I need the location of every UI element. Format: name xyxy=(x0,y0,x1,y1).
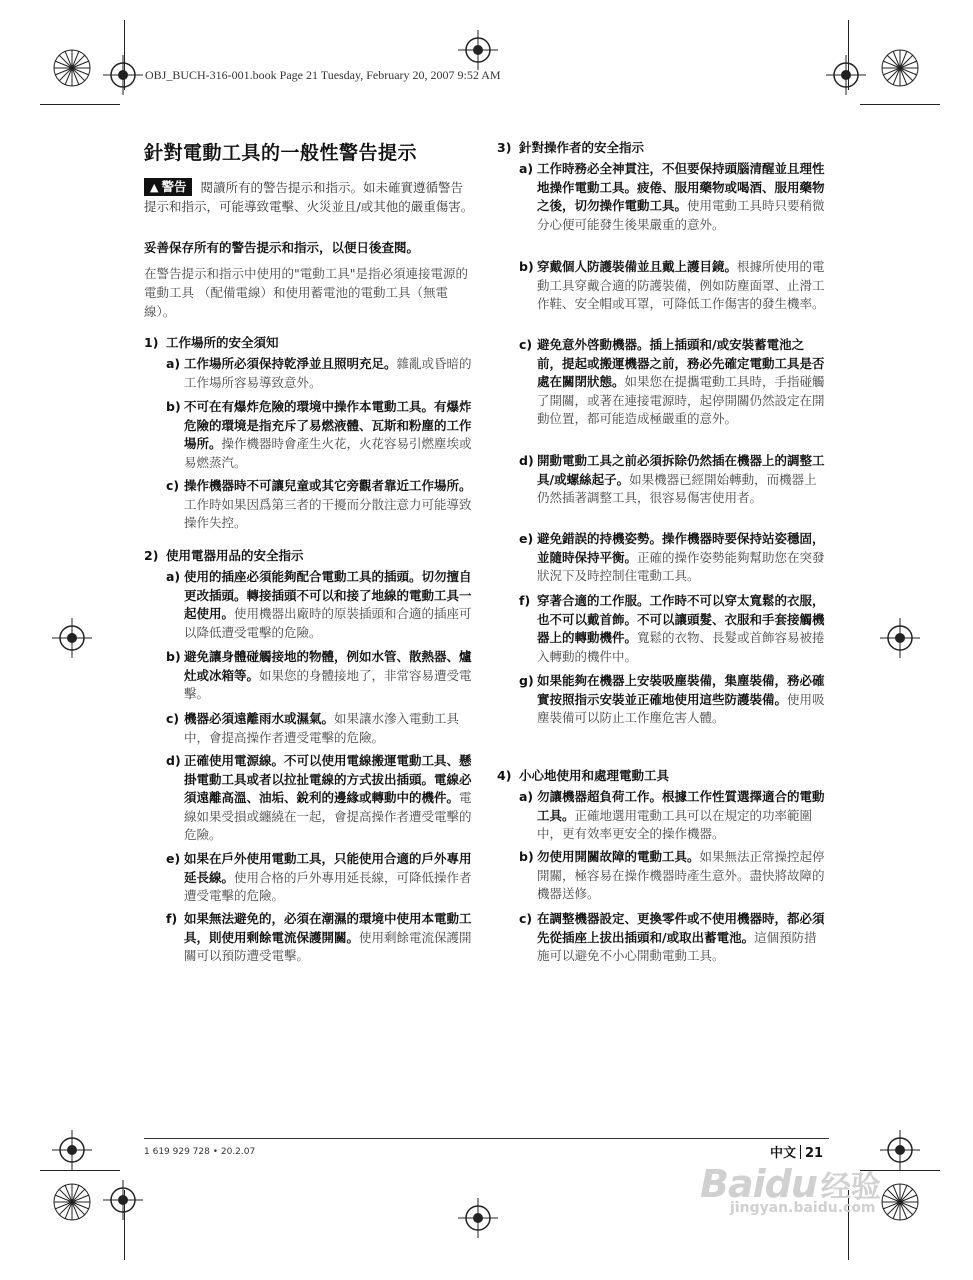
warning-block xyxy=(144,178,474,216)
page-number: 21 xyxy=(805,1146,824,1161)
footer-language: 中文 xyxy=(770,1146,797,1161)
list-item: c) 機器必須遠離雨水或濕氣。如果讓水滲入電動工具中，會提高操作者遭受電擊的危險。 xyxy=(166,711,460,745)
registration-mark-icon xyxy=(826,55,866,95)
list-item: a) 勿讓機器超負荷工作。根據工作性質選擇適合的電動工具。正確地選用電動工具可以在規定的功率範圍中，更有效率更安全的操作機器。 xyxy=(519,789,825,841)
warning-badge xyxy=(144,178,192,196)
list-item: a) 工作時務必全神貫注，不但要保持頭腦清醒並且理性地操作電動工具。疲倦、服用藥物或喝酒、服用藥物之後，切勿操作電動工具。使用電動工具時只要稍微分心便可能發生後果嚴重的意外。 xyxy=(519,161,825,232)
crop-line xyxy=(848,20,849,90)
list-item: a) 工作場所必須保持乾淨並且照明充足。雜亂或昏暗的工作場所容易導致意外。 xyxy=(166,356,472,390)
list-item: b) 勿使用開關故障的電動工具。如果無法正常操控起停開關，極容易在操作機器時產生意外。盡快將故障的機器送修。 xyxy=(519,849,825,901)
crop-line xyxy=(40,104,120,105)
star-target-icon xyxy=(880,1182,920,1222)
list-item: a) 使用的插座必須能夠配合電動工具的插頭。切勿擅自更改插頭。轉接插頭不可以和接了地線的電動工具一起使用。使用機器出廠時的原裝插頭和合適的插座可以降低遭受電擊的危險。 xyxy=(166,569,472,640)
crop-line xyxy=(40,1170,120,1171)
list-item: c) 操作機器時不可讓兒童或其它旁觀者靠近工作場所。工作時如果因爲第三者的干擾而分散注意力可能導致操作失控。 xyxy=(166,478,472,530)
registration-mark-icon xyxy=(52,1130,92,1170)
star-target-icon xyxy=(52,1182,92,1222)
list-item: b) 穿戴個人防護裝備並且戴上護目鏡。根據所使用的電動工具穿戴合適的防護裝備，例如防塵面罩、止滑工作鞋、安全帽或耳罩，可降低工作傷害的發生機率。 xyxy=(519,259,825,311)
list-item: f) 如果無法避免的，必須在潮濕的環境中使用本電動工具，則使用剩餘電流保護開關。使用剩餘電流保護開關可以預防遭受電擊。 xyxy=(166,911,472,963)
watermark-url: jingyan.baidu.com xyxy=(730,1200,876,1216)
watermark xyxy=(700,1162,881,1216)
list-item: c) 在調整機器設定、更換零件或不使用機器時，都必須先從插座上拔出插頭和/或取出蓄電池。這個預防措施可以避免不小心開動電動工具。 xyxy=(519,911,825,963)
list-item: e) 避免錯誤的持機姿勢。操作機器時要保持站姿穩固，並隨時保持平衡。正確的操作姿勢能夠幫助您在突發狀況下及時控制住電動工具。 xyxy=(519,531,825,583)
section-heading: 3) 針對操作者的安全指示 xyxy=(497,140,645,155)
star-target-icon xyxy=(880,48,920,88)
list-item: b) 不可在有爆炸危險的環境中操作本電動工具。有爆炸危險的環境是指充斥了易燃液體、瓦斯和粉塵的工作場所。操作機器時會產生火花，火花容易引燃塵埃或易燃蒸汽。 xyxy=(166,399,472,470)
registration-mark-icon xyxy=(52,618,92,658)
section-heading: 1) 工作場所的安全須知 xyxy=(144,335,279,350)
registration-mark-icon xyxy=(103,1180,143,1220)
registration-mark-icon xyxy=(880,618,920,658)
warning-triangle-icon: ▲ xyxy=(150,181,159,194)
crop-line xyxy=(124,1190,125,1260)
footer-page xyxy=(770,1142,823,1161)
warning-badge-label: 警告 xyxy=(161,179,187,194)
list-item: f) 穿著合適的工作服。工作時不可以穿太寬鬆的衣服，也不可以戴首飾。不可以讓頭髮、衣服和手套接觸機器上的轉動機件。寬鬆的衣物、長髮或首飾容易被捲入轉動的機件中。 xyxy=(519,593,825,664)
list-item: d) 開動電動工具之前必須拆除仍然插在機器上的調整工具/或螺絲起子。如果機器已經開始轉動，而機器上仍然插著調整工具，很容易傷害使用者。 xyxy=(519,453,825,505)
registration-mark-icon xyxy=(458,30,498,70)
warning-text: 閱讀所有的警告提示和指示。如未確實遵循警告提示和指示，可能導致電擊、火災並且/或其他的嚴重傷害。 xyxy=(144,180,474,214)
crop-line xyxy=(124,20,125,90)
section-heading: 2) 使用電器用品的安全指示 xyxy=(144,548,304,563)
star-target-icon xyxy=(52,48,92,88)
definition-paragraph: 在警告提示和指示中使用的"電動工具"是指必須連接電源的電動工具 （配備電線）和使用蓄電池的電動工具（無電線）。 xyxy=(144,266,469,319)
registration-mark-icon xyxy=(103,55,143,95)
registration-mark-icon xyxy=(880,1130,920,1170)
footer-separator xyxy=(800,1145,801,1159)
footer-rule xyxy=(144,1138,829,1139)
watermark-brand-cn: 经验 xyxy=(820,1170,881,1205)
page-title: 針對電動工具的一般性警告提示 xyxy=(144,142,418,164)
watermark-brand: Baidu xyxy=(700,1162,817,1206)
list-item: b) 避免讓身體碰觸接地的物體，例如水管、散熱器、爐灶或冰箱等。如果您的身體接地了，非常容易遭受電擊。 xyxy=(166,649,472,701)
section-heading: 4) 小心地使用和處理電動工具 xyxy=(497,768,670,783)
book-header: OBJ_BUCH-316-001.book Page 21 Tuesday, February 20, 2007 9:52 AM xyxy=(145,68,501,82)
footer-code: 1 619 929 728 • 20.2.07 xyxy=(144,1147,256,1157)
keep-note: 妥善保存所有的警告提示和指示，以便日後查閱。 xyxy=(144,240,420,255)
list-item: g) 如果能夠在機器上安裝吸塵裝備，集塵裝備，務必確實按照指示安裝並正確地使用這些防護裝備。使用吸塵裝備可以防止工作塵危害人體。 xyxy=(519,673,825,725)
list-item: d) 正確使用電源線。不可以使用電線搬運電動工具、懸掛電動工具或者以拉扯電線的方式拔出插頭。電線必須遠離高溫、油垢、銳利的邊緣或轉動中的機件。電線如果受損或纏繞在一起，會提高操作者遭受電擊的危險。 xyxy=(166,753,472,842)
list-item: e) 如果在戶外使用電動工具，只能使用合適的戶外專用延長線。使用合格的戶外專用延長線，可降低操作者遭受電擊的危險。 xyxy=(166,851,472,903)
list-item: c) 避免意外啓動機器。插上插頭和/或安裝蓄電池之前，提起或搬運機器之前，務必先確定電動工具是否處在關閉狀態。如果您在提攜電動工具時，手指碰觸了開關，或著在連接電源時，起停開關仍然設定在開動位置，都可能造成極嚴重的意外。 xyxy=(519,337,825,426)
registration-mark-icon xyxy=(458,1198,498,1238)
crop-line xyxy=(860,104,940,105)
